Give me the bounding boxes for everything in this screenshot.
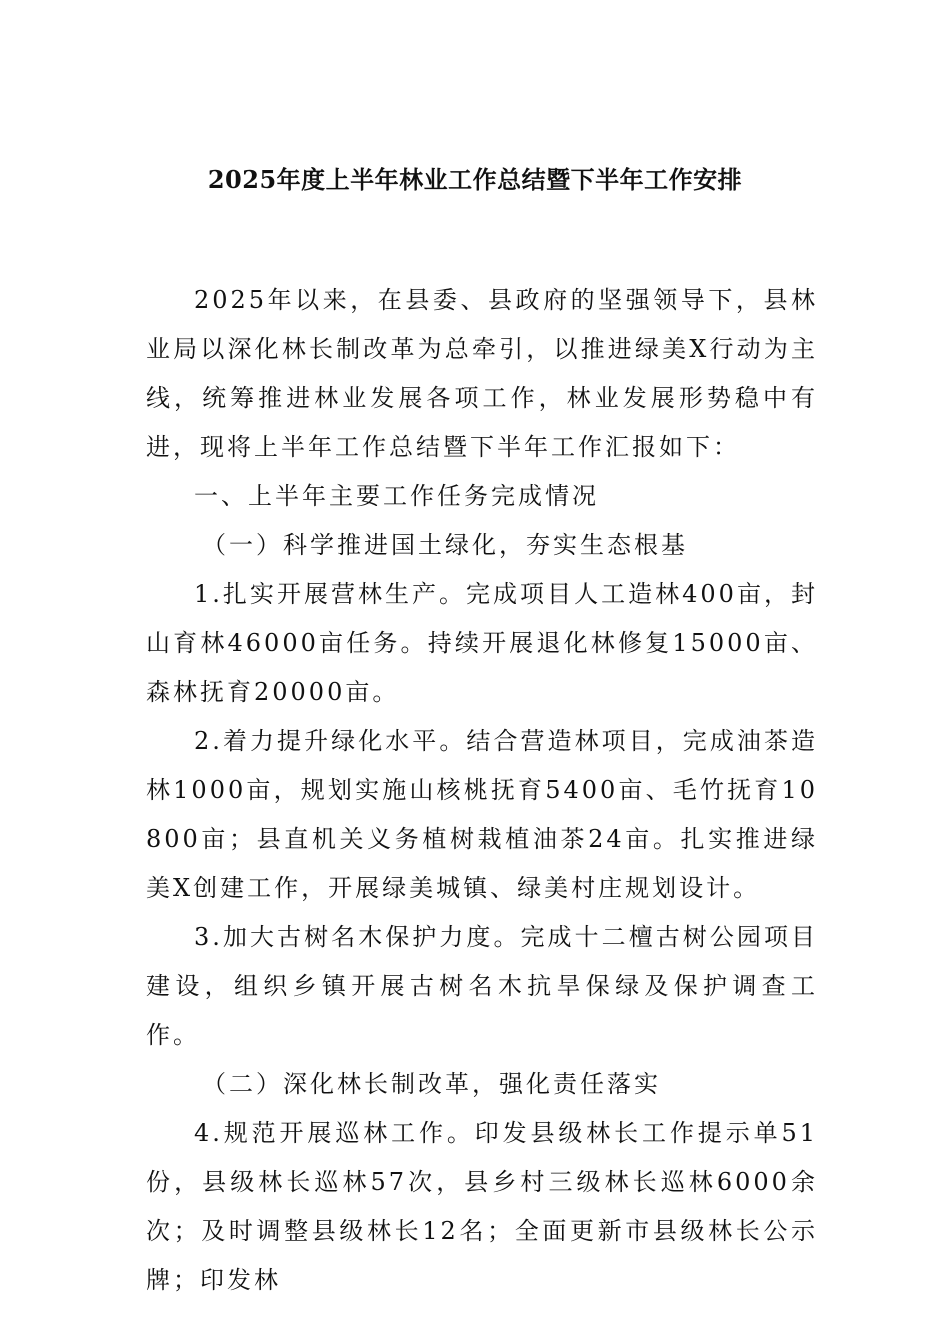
intro-paragraph: 2025年以来，在县委、县政府的坚强领导下，县林业局以深化林长制改革为总牵引，以推进绿美X行动为主线，统筹推进林业发展各项工作，林业发展形势稳中有进，现将上半年工作总结暨下半年工作汇报如下： bbox=[146, 286, 818, 461]
subsection-heading-1: （一）科学推进国土绿化，夯实生态根基 bbox=[202, 531, 688, 559]
item-paragraph-1: 1.扎实开展营林生产。完成项目人工造林400亩，封山育林46000亩任务。持续开展退化林修复15000亩、森林抚育20000亩。 bbox=[146, 580, 818, 706]
section-heading-1: 一、上半年主要工作任务完成情况 bbox=[194, 482, 599, 510]
item-paragraph-4: 4.规范开展巡林工作。印发县级林长工作提示单51份，县级林长巡林57次，县乡村三级林长巡林6000余次；及时调整县级林长12名；全面更新市县级林长公示牌；印发林 bbox=[146, 1119, 818, 1294]
document-title: 2025年度上半年林业工作总结暨下半年工作安排 bbox=[207, 165, 743, 194]
item-paragraph-2: 2.着力提升绿化水平。结合营造林项目，完成油茶造林1000亩，规划实施山核桃抚育5400亩、毛竹抚育10800亩；县直机关义务植树栽植油茶24亩。扎实推进绿美X创建工作，开展绿美城镇、绿美村庄规划设计。 bbox=[146, 727, 818, 902]
subsection-heading-2: （二）深化林长制改革，强化责任落实 bbox=[202, 1070, 661, 1098]
item-paragraph-3: 3.加大古树名木保护力度。完成十二檀古树公园项目建设，组织乡镇开展古树名木抗旱保绿及保护调查工作。 bbox=[146, 923, 818, 1049]
document-body bbox=[146, 276, 818, 1305]
